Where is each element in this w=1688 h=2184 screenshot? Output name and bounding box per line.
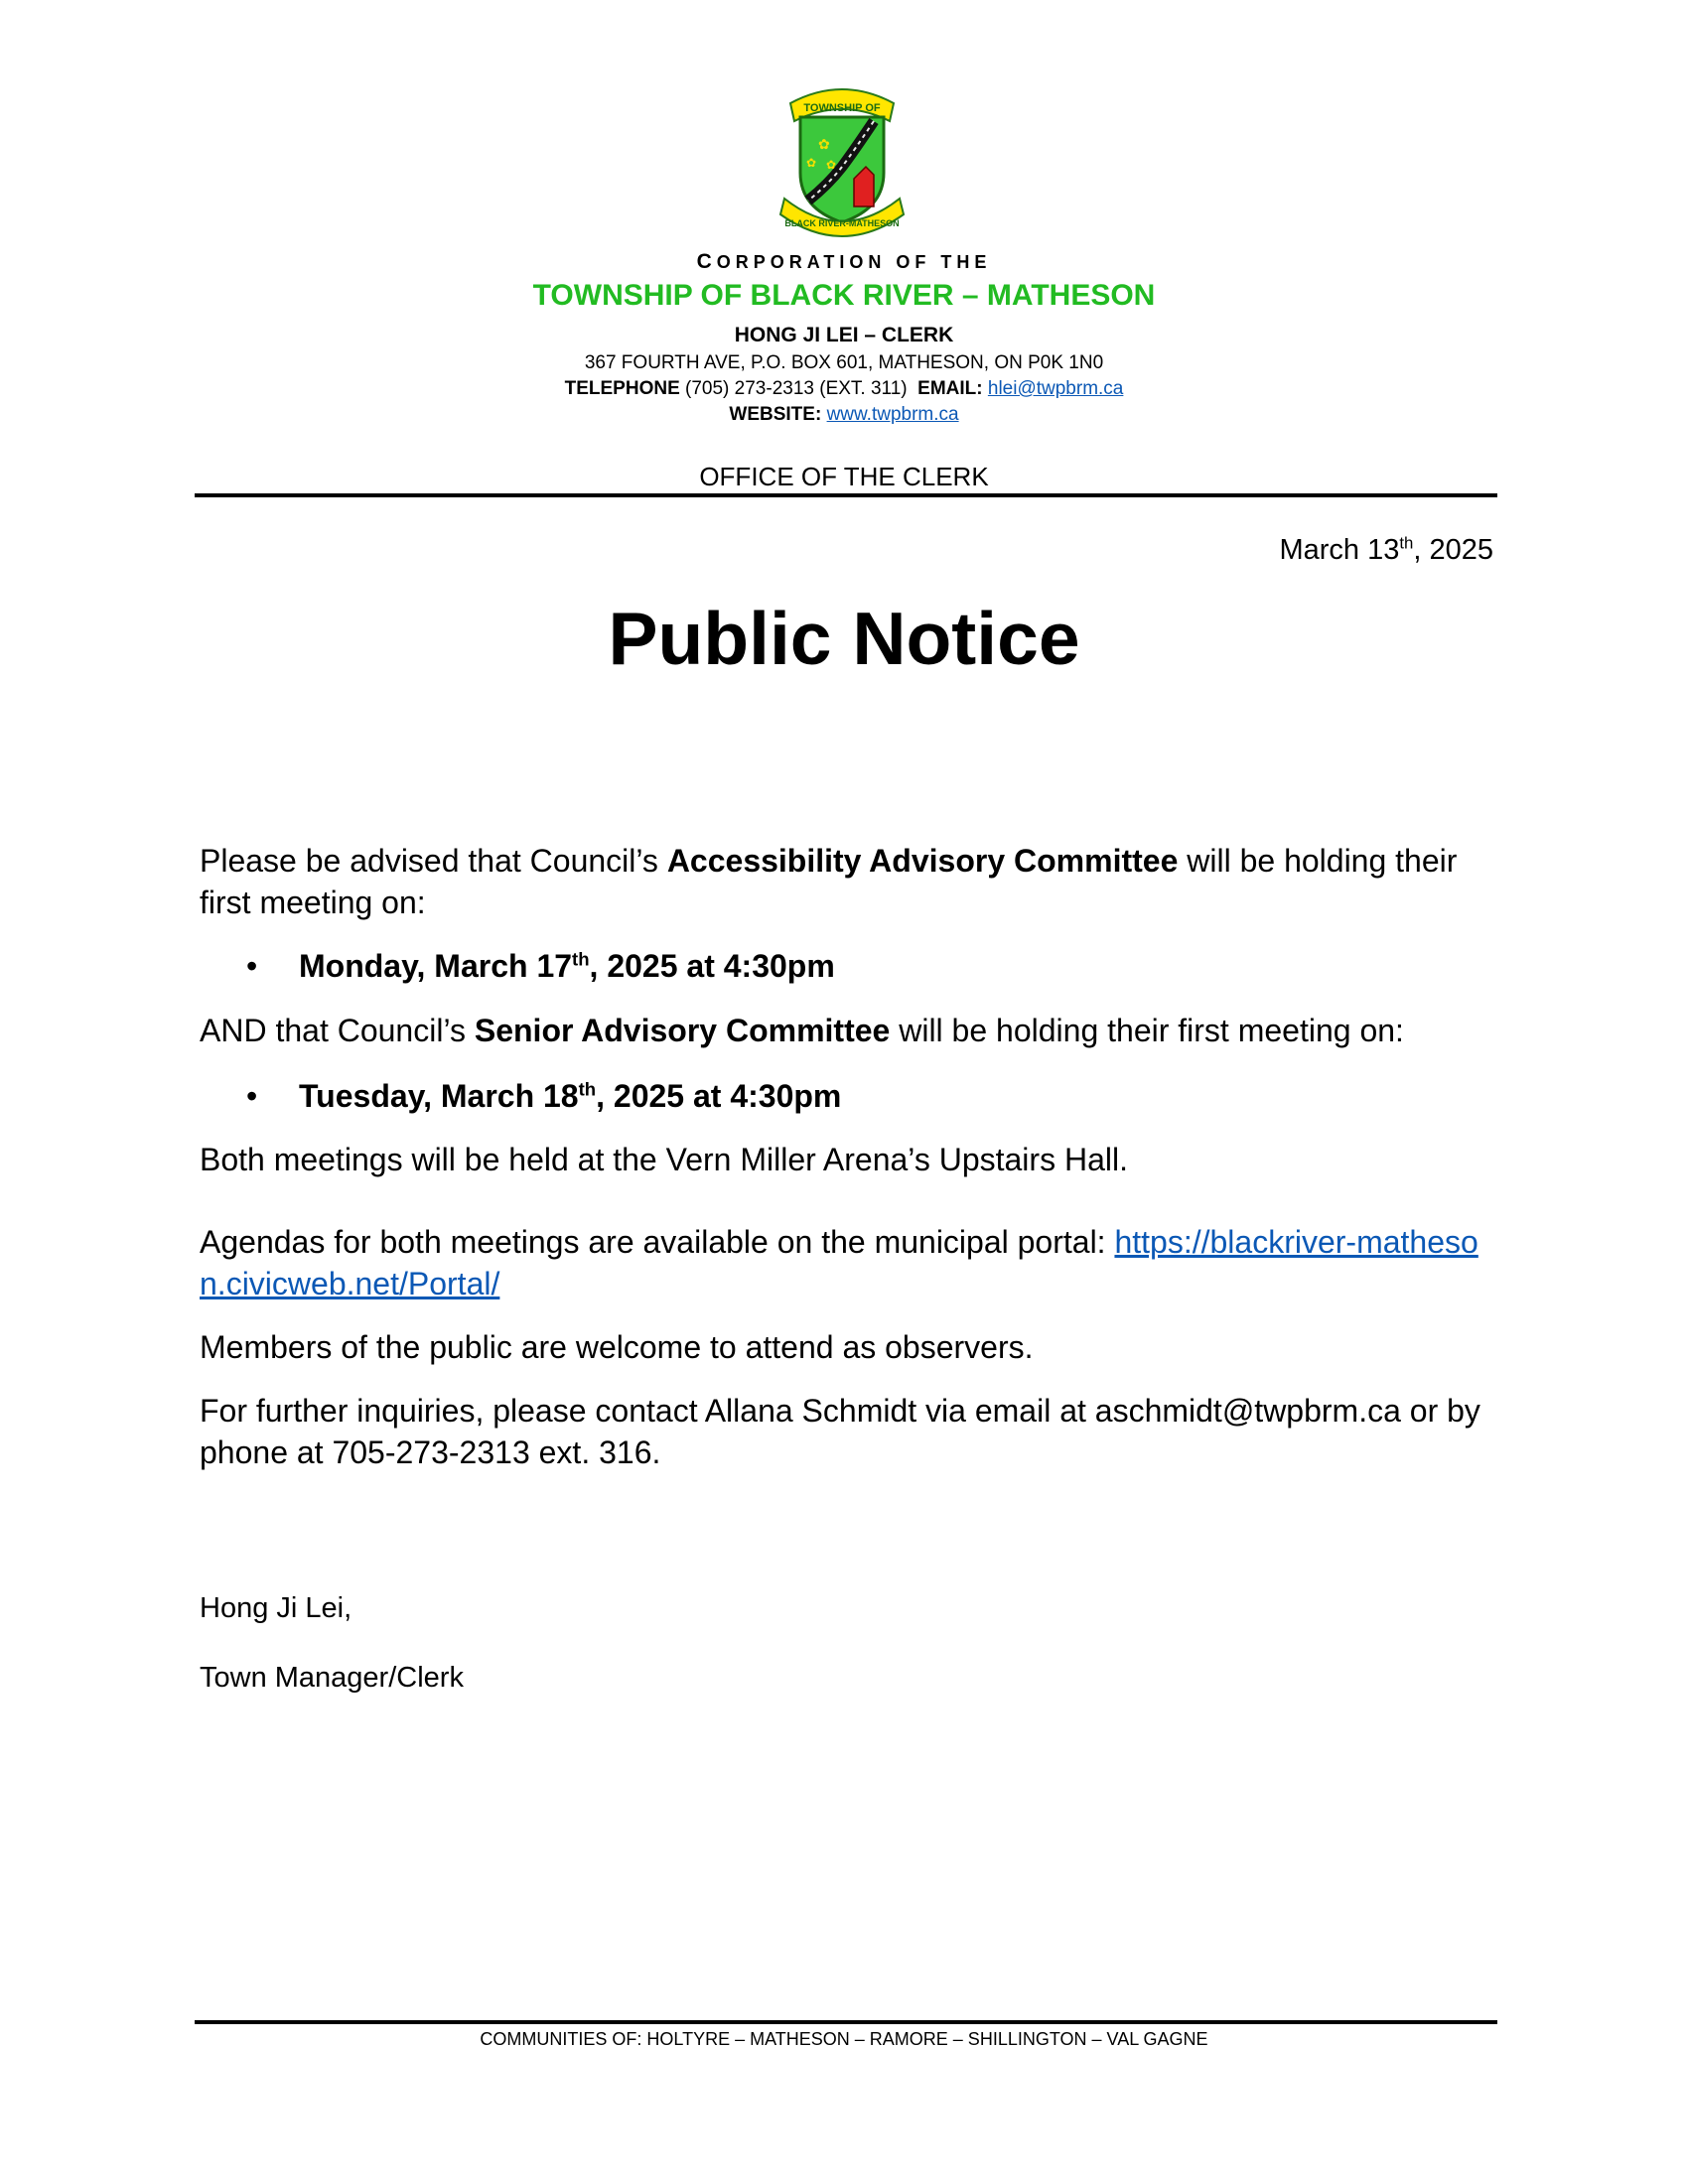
meeting-date-tuesday: Tuesday, March 18th, 2025 at 4:30pm xyxy=(299,1078,842,1114)
township-crest-logo xyxy=(763,81,921,240)
footer-communities: COMMUNITIES OF: HOLTYRE – MATHESON – RAMORE – SHILLINGTON – VAL GAGNE xyxy=(480,2029,1208,2049)
bullet-dot: • xyxy=(246,948,258,984)
bullet-dot: • xyxy=(246,1078,258,1114)
contact-line xyxy=(0,378,1688,400)
svg-text:BLACK RIVER-MATHESON: BLACK RIVER-MATHESON xyxy=(784,218,900,228)
email-link[interactable]: hlei@twpbrm.ca xyxy=(987,378,1124,399)
portal-link[interactable]: https://blackriver-matheson.civicweb.net/Portal/ xyxy=(200,1224,1478,1301)
meeting-date-monday: Monday, March 17th, 2025 at 4:30pm xyxy=(299,948,835,984)
signature-title: Town Manager/Clerk xyxy=(200,1662,464,1694)
svg-text:✿: ✿ xyxy=(818,137,830,153)
email-label: EMAIL: xyxy=(917,378,983,399)
township-name: TOWNSHIP OF BLACK RIVER – MATHESON xyxy=(532,279,1156,312)
signature-name: Hong Ji Lei, xyxy=(200,1592,352,1624)
paragraph-agendas: Agendas for both meetings are available on the municipal portal: https://blackriver-matheson.civicweb.net/Portal/ xyxy=(200,1224,1478,1301)
telephone-value: (705) 273-2313 (EXT. 311) xyxy=(679,378,918,399)
paragraph-observers: Members of the public are welcome to attend as observers. xyxy=(200,1329,1034,1365)
page-title: Public Notice xyxy=(608,597,1080,680)
mailing-address: 367 FOURTH AVE, P.O. BOX 601, MATHESON, ON P0K 1N0 xyxy=(584,352,1104,373)
notice-date: March 13th, 2025 xyxy=(1279,533,1493,566)
header-divider xyxy=(195,493,1497,497)
website-label: WEBSITE: xyxy=(729,404,822,425)
paragraph-accessibility-committee: Please be advised that Council’s Accessibility Advisory Committee will be holding their first meeting on: xyxy=(200,843,1458,920)
svg-text:TOWNSHIP OF: TOWNSHIP OF xyxy=(803,102,881,114)
paragraph-senior-committee: AND that Council’s Senior Advisory Committee will be holding their first meeting on: xyxy=(200,1013,1404,1048)
clerk-line: HONG JI LEI – CLERK xyxy=(734,324,954,346)
paragraph-inquiries: For further inquiries, please contact Allana Schmidt via email at aschmidt@twpbrm.ca or by phone at 705-273-2313 ext. 316. xyxy=(200,1393,1480,1470)
telephone-label: TELEPHONE xyxy=(564,378,680,399)
svg-text:✿: ✿ xyxy=(806,156,817,170)
corporation-line: CORPORATION OF THE xyxy=(696,250,992,273)
paragraph-location: Both meetings will be held at the Vern Miller Arena’s Upstairs Hall. xyxy=(200,1142,1128,1177)
svg-text:✿: ✿ xyxy=(826,158,837,172)
footer-divider xyxy=(195,2020,1497,2024)
website-line xyxy=(0,404,1688,426)
website-link[interactable]: www.twpbrm.ca xyxy=(826,404,959,425)
office-title: OFFICE OF THE CLERK xyxy=(699,462,989,491)
